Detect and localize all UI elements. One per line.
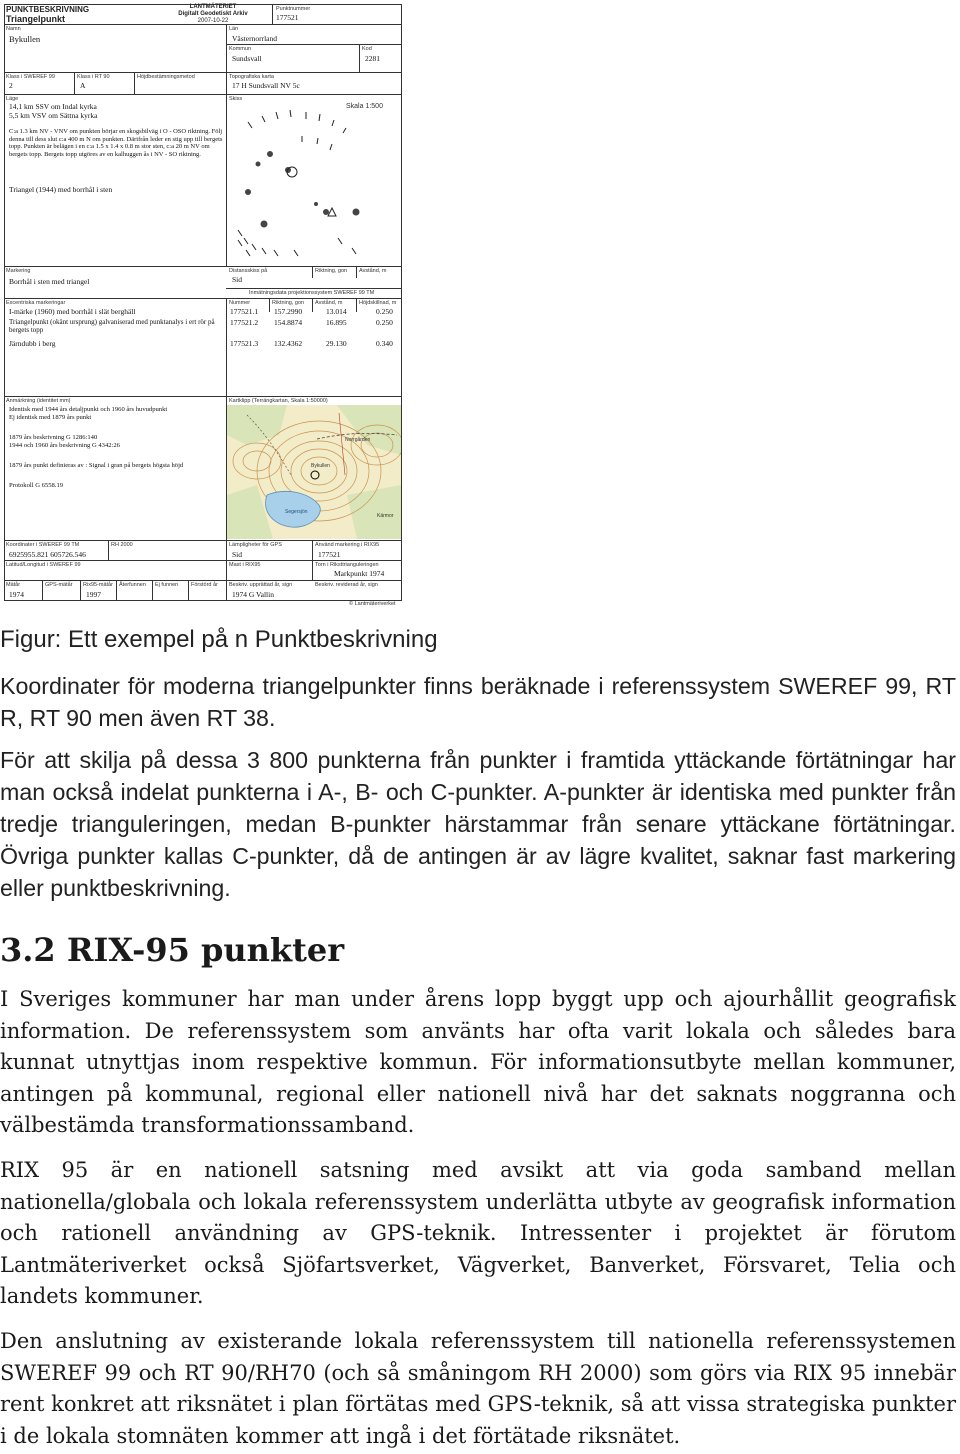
divider [4, 94, 402, 95]
form-date: 2007-10-22 [197, 18, 229, 24]
anvand-value: 177521 [318, 550, 341, 559]
excentrisk-rikt: 157.2990 [274, 307, 303, 316]
excentriska-label: Excentriska markeringar [6, 300, 66, 306]
rix-value: 1997 [86, 590, 101, 599]
excentrisk-nummer: 177521.1 [230, 307, 259, 316]
kartklipp-label: Kartklipp (Terrängkartan, Skala 1:50000) [229, 398, 328, 404]
mast-label: Mast i RIX95 [229, 562, 261, 568]
lampligheter-label: Lämpligheter för GPS [229, 542, 282, 548]
markering-value: Borrhål i sten med triangel [9, 277, 90, 286]
excentrisk-avst: 29.130 [326, 339, 347, 348]
anmarkning-label: Anmärkning (identitet mm) [6, 398, 71, 404]
section-heading: 3.2 RIX-95 punkter [0, 931, 345, 969]
divider [272, 4, 273, 24]
kod-value: 2281 [365, 54, 380, 63]
gps-label: GPS-mätår [45, 582, 73, 588]
markering-label: Markering [6, 268, 31, 274]
excentrisk-avst: 16.895 [326, 318, 347, 327]
skiss-label: Skiss [229, 96, 243, 102]
beskr-label: Beskriv. upprättad år, sign [229, 582, 293, 588]
divider [42, 580, 43, 600]
divider [312, 266, 313, 278]
excentrisk-hojd: 0.250 [376, 318, 393, 327]
divider [4, 560, 402, 561]
namn-value: Bykullen [9, 34, 41, 44]
divider [80, 580, 81, 600]
namn-label: Namn [6, 26, 21, 32]
inmatning-label: Inmätningsdata projektionssystem SWEREF 99 TM [249, 290, 375, 296]
agency-header [154, 4, 272, 25]
location-description: C:a 1.3 km NV - VNV om punkten börjar en skogsbilväg i O - OSO riktning. Följ denna till dess slut c:a 400 m N om punkten. Därifrån leder en stig upp till bergets topp. Punkten är belägen i en c:a 1.5 x 1.4 x 0.8 m stor sten, c:a 20 m NV om bergets topp. Bergets topp utgöres av en kalhuggen ås i NV - SO riktning. [9, 128, 223, 158]
punktnummer-label: Punktnummer [276, 6, 311, 12]
map-label: Segersjön [285, 509, 308, 515]
divider [226, 44, 402, 45]
paragraph-rix95: RIX 95 är en nationell satsning med avsikt att via goda samband mellan nationella/globala och lokala referenssystem underlätta utbyte av geografisk information och rationell användning av GPS-teknik. Intressenter i projektet är förutom Lantmäteriverket också Sjöfartsverket, Vägverket, Banverket, Försvaret, Telia och landets kommuner. [0, 1158, 956, 1309]
distans-value: Sid [232, 275, 243, 284]
avst-label: Avstånd, m [315, 300, 343, 306]
forstord-label: Förstörd år [191, 582, 218, 588]
excentrisk-rikt: 154.8874 [274, 318, 303, 327]
map-label: Norrgården [345, 437, 371, 443]
lage-label: Läge [6, 96, 19, 102]
anvand-label: Använd markering i RIX95 [315, 542, 380, 548]
lage-line-2: 5,5 km VSV om Sättna kyrka [9, 111, 98, 120]
avstand-label: Avstånd, m [359, 268, 387, 274]
excentrisk-avst: 13.014 [326, 307, 347, 316]
rikt-label: Riktning, gon [272, 300, 305, 306]
divider [4, 72, 402, 73]
paragraph-connection: Den anslutning av existerande lokala referenssystem till nationella referenssystemen SWEREF 99 och RT 90/RH70 (och så småningom RH 2000) som görs via RIX 95 innebär rent konkret att riksnätet i plan förtätas med GPS-teknik, så att vissa strategiska punkter i de lokala stomnäten kommer att ingå i det förtätade riksnätet. [0, 1329, 956, 1448]
revid-label: Beskriv. reviderad år, sign [315, 582, 378, 588]
skala-label: Skala 1:500 [346, 103, 383, 110]
punktbeskrivning-form [4, 4, 402, 606]
lan-label: Län [229, 26, 239, 32]
divider [116, 580, 117, 600]
form-border-bottom [4, 600, 402, 601]
matar-value: 1974 [9, 590, 24, 599]
excentrisk-rikt: 132.4362 [274, 339, 303, 348]
excentrisk-name: I-märke (1960) med borrhål i slät berghäll [9, 307, 136, 316]
divider [356, 266, 357, 278]
copyright: © Lantmäteriverket [349, 601, 396, 607]
kod-label: Kod [362, 46, 372, 52]
divider [108, 540, 109, 560]
klass-rt90-value: A [80, 81, 86, 90]
topo-value: 17 H Sundsvall NV 5c [232, 81, 300, 90]
archive-name: Digitalt Geodetiskt Arkiv [178, 11, 248, 17]
anmarkning-line: Ej identisk med 1879 års punkt [9, 414, 92, 421]
divider [4, 298, 402, 299]
triangel-text: Triangel (1944) med borrhål i sten [9, 185, 113, 194]
torn-label: Torn i Riksttrianguleringen [315, 562, 379, 568]
divider [4, 540, 402, 541]
anmarkning-line: 1944 och 1960 års beskrivning G 4342:26 [9, 442, 120, 449]
hojd-label: Höjdbestämningsmetod [137, 74, 195, 80]
torn-value: Markpunkt 1974 [334, 569, 385, 578]
map-label: Bykullen [311, 463, 330, 469]
matar-label: Mätår [6, 582, 21, 588]
nummer-label: Nummer [229, 300, 251, 306]
divider [356, 298, 357, 312]
divider [4, 580, 402, 581]
paragraph-coordinates: Koordinater för moderna triangelpunkter finns beräknade i referenssystem SWEREF 99, RT R, RT 90 men även RT 38. [0, 673, 956, 731]
klass-sweref-value: 2 [9, 81, 13, 90]
hojdskillnad-label: Höjdskillnad, m [359, 300, 397, 306]
excentrisk-nummer: 177521.2 [230, 318, 259, 327]
excentrisk-name: Järndubb i berg [9, 339, 56, 348]
form-subtitle: Triangelpunkt [6, 14, 66, 24]
anmarkning-line: Protokoll G 6558.19 [9, 482, 64, 489]
divider [226, 24, 227, 266]
klass-sweref-label: Klass i SWEREF 99 [6, 74, 55, 80]
divider [312, 298, 313, 312]
divider [188, 580, 189, 600]
divider [4, 396, 402, 397]
divider [152, 580, 153, 600]
kommun-value: Sundsvall [232, 54, 262, 63]
divider [226, 288, 402, 289]
latlong-label: Latitud/Longitud i SWEREF 99 [6, 562, 81, 568]
riktning-label: Riktning, gon [315, 268, 348, 274]
koord-label: Koordinater i SWEREF 99 TM [6, 542, 80, 548]
kommun-label: Kommun [229, 46, 252, 52]
punktnummer-value: 177521 [276, 13, 299, 22]
paragraph-point-classes: För att skilja på dessa 3 800 punkterna från punkter i framtida yttäckande förtätningar har man också indelat punkterna i A-, B- och C-punkter. A-punkter är identiska med punkter från tredje trianguleringen, medan B-punkter härstammar från senare yttäckane förtätningar. Övriga punkter kallas C-punkter, då de antingen är av lägre kvalitet, saknar fast markering eller punktbeskrivning. [0, 747, 956, 901]
ater-label: Återfunnen [119, 582, 146, 588]
rix-label: Rix95-mätår [83, 582, 113, 588]
divider [269, 298, 270, 312]
excentrisk-name: Triangelpunkt (okänt ursprung) galvaniserad med punktanalys i ert rör på bergets topp [9, 318, 215, 334]
lage-line-1: 14,1 km SSV om Indal kyrka [9, 102, 97, 111]
klass-rt90-label: Klass i RT 90 [77, 74, 110, 80]
beskr-value: 1974 G Vallin [232, 590, 274, 599]
distans-label: Distansskiss på [229, 268, 268, 274]
anmarkning-line: 1879 års beskrivning G 1286:140 [9, 434, 98, 441]
divider [4, 24, 402, 25]
divider [74, 72, 75, 94]
divider [359, 44, 360, 72]
ej-label: Ej funnen [155, 582, 179, 588]
paragraph-municipalities: I Sveriges kommuner har man under årens lopp byggt upp och ajourhållit geografisk information. De referenssystem som använts har ofta varit lokala och således bara kunnat utnyttjas inom respektive kommun. För informationsutbyte mellan kommuner, antingen på kommunal, regional eller nationell nivå har det saknats noggranna och välbestämda transformationssamband. [0, 987, 956, 1138]
koord-value: 6925955.821 605726.546 [9, 550, 86, 559]
excentrisk-nummer: 177521.3 [230, 339, 259, 348]
lan-value: Västernorrland [232, 34, 277, 43]
excentrisk-hojd: 0.250 [376, 307, 393, 316]
form-title: PUNKTBESKRIVNING [6, 5, 90, 14]
divider [4, 266, 402, 267]
divider [226, 298, 227, 396]
sketch-drawing [228, 100, 400, 264]
divider [134, 72, 135, 94]
anmarkning-line: Identisk med 1944 års detaljpunkt och 1960 års huvudpunkt [9, 406, 168, 413]
anmarkning-line: 1879 års punkt definieras av : Signal i gran på bergets högsta höjd [9, 462, 184, 469]
topographic-map [227, 405, 401, 539]
figure-caption: Figur: Ett exempel på n Punktbeskrivning [0, 626, 438, 653]
topo-label: Topografiska karta [229, 74, 274, 80]
excentrisk-hojd: 0.340 [376, 339, 393, 348]
rh-label: RH 2000 [111, 542, 133, 548]
lampligheter-value: Sid [232, 550, 243, 559]
agency-name: LANTMÄTERIET [189, 4, 237, 10]
map-label: Kärmor [377, 513, 394, 519]
